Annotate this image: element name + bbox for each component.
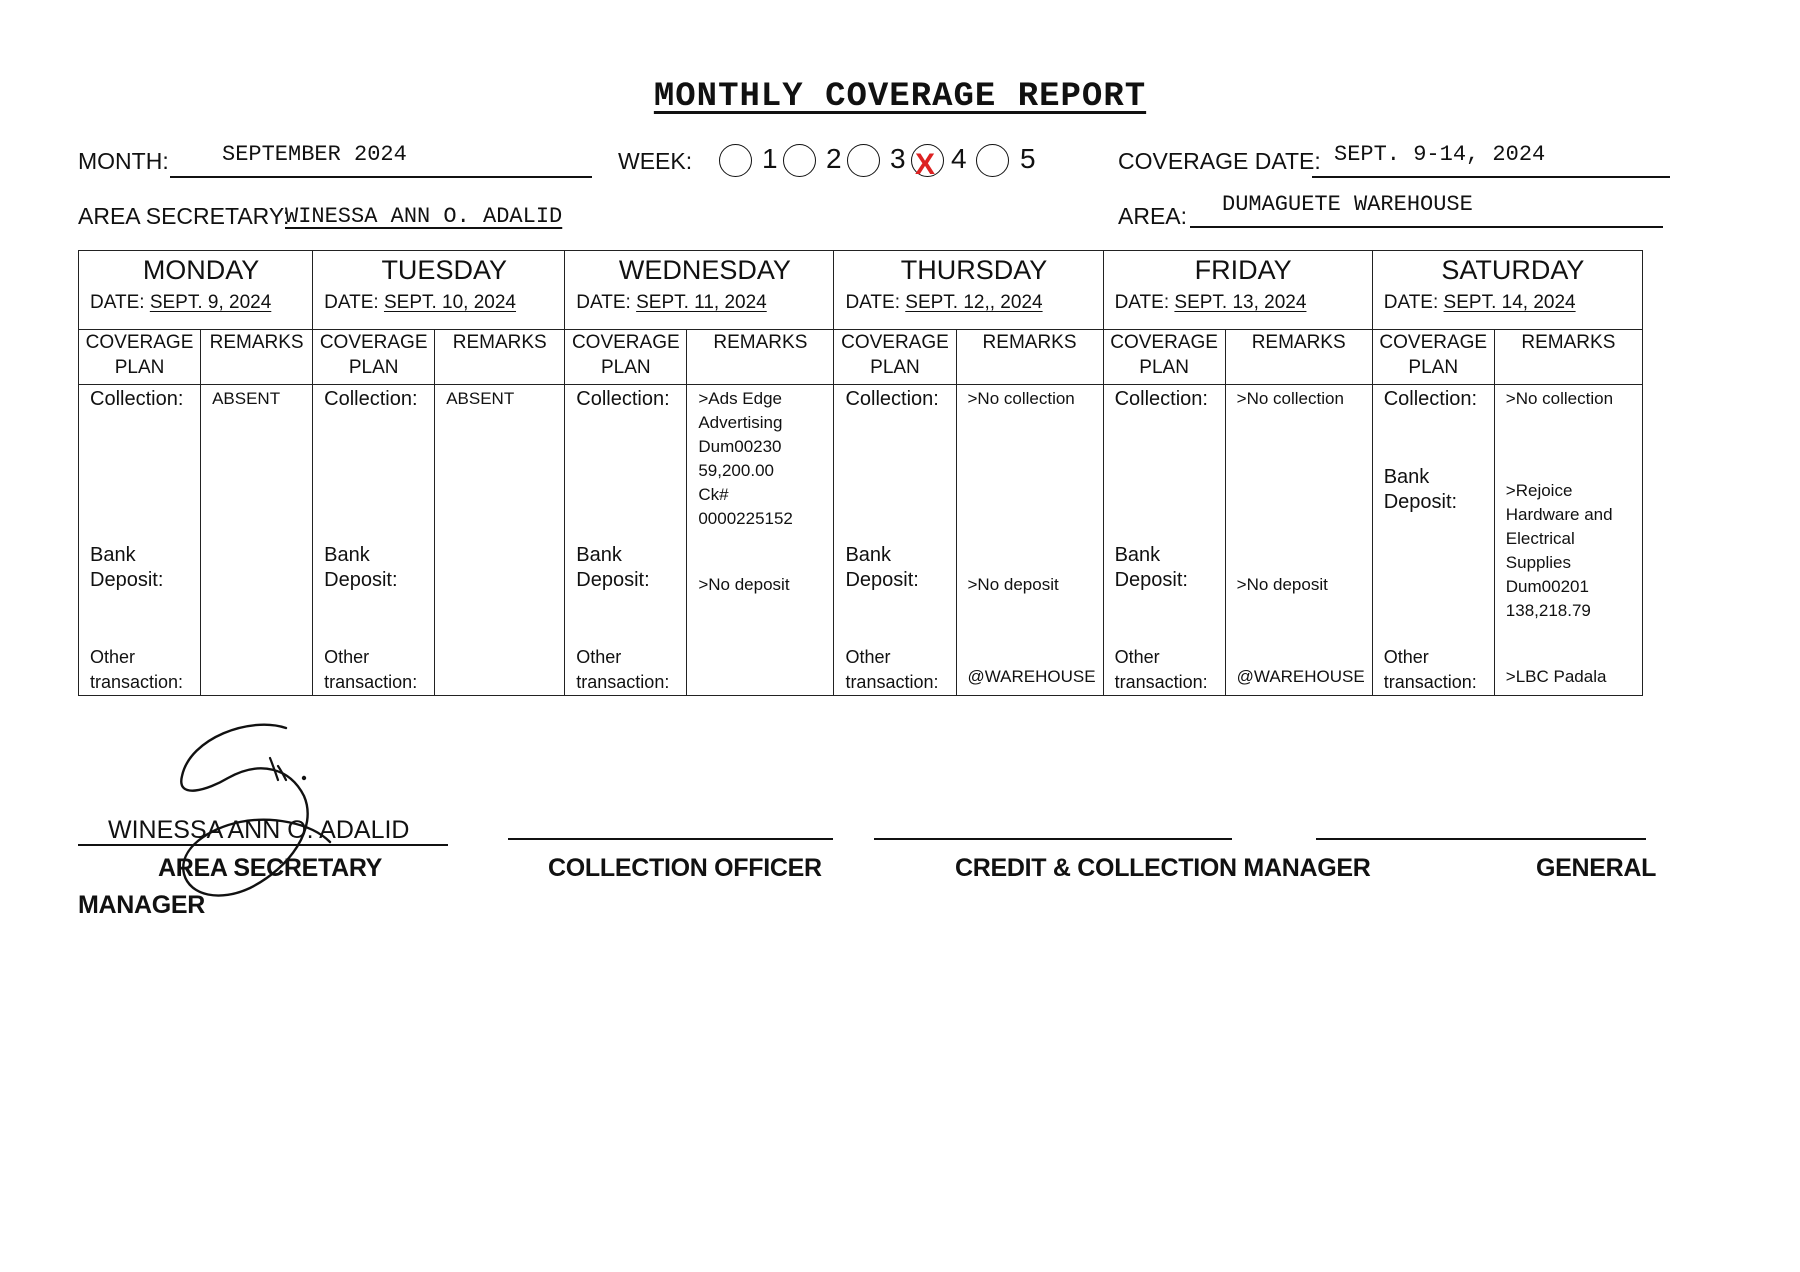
remarks-header: REMARKS: [1225, 330, 1372, 385]
collection-remark: ABSENT: [446, 389, 515, 408]
collection-label: Collection:: [845, 388, 939, 410]
remarks-cell-tuesday: [435, 385, 565, 696]
date-value: SEPT. 14, 2024: [1443, 292, 1576, 313]
area-secretary-label: AREA SECRETARY:: [78, 203, 290, 229]
general-manager-signature-line[interactable]: [1316, 838, 1646, 840]
date-value: SEPT. 12,, 2024: [905, 292, 1043, 313]
coverage-date-value: SEPT. 9-14, 2024: [1334, 142, 1546, 167]
other-transaction-label: Other transaction:: [1383, 647, 1477, 692]
bank-deposit-label: Bank Deposit:: [576, 544, 650, 591]
coverage-plan-header: COVERAGE PLAN: [1372, 330, 1494, 385]
week-5-radio[interactable]: [976, 144, 1009, 177]
coverage-plan-cell-monday: [79, 385, 201, 696]
remarks-header: REMARKS: [201, 330, 313, 385]
area-value: DUMAGUETE WAREHOUSE: [1222, 192, 1473, 217]
week-1-label: 1: [762, 143, 778, 174]
day-name: SATURDAY: [1441, 255, 1585, 285]
day-date: [90, 292, 312, 314]
day-header-thursday: [834, 251, 1103, 330]
remarks-header: REMARKS: [687, 330, 834, 385]
day-header-tuesday: [313, 251, 565, 330]
date-label: DATE:: [576, 292, 631, 313]
coverage-plan-cell-wednesday: [565, 385, 687, 696]
bank-remark: >No deposit: [967, 575, 1059, 594]
collection-remark: >No collection: [967, 389, 1075, 408]
week-2-label: 2: [826, 143, 842, 174]
day-date: [1115, 292, 1372, 314]
other-remark: @WAREHOUSE: [967, 667, 1096, 686]
coverage-plan-cell-tuesday: [313, 385, 435, 696]
day-date: [845, 292, 1102, 314]
area-label: AREA:: [1118, 203, 1188, 229]
remarks-cell-wednesday: [687, 385, 834, 696]
remarks-cell-saturday: [1494, 385, 1642, 696]
other-remark: >LBC Padala: [1505, 667, 1607, 686]
day-header-wednesday: [565, 251, 834, 330]
day-name: MONDAY: [142, 255, 260, 285]
bank-deposit-label: Bank Deposit:: [845, 544, 919, 591]
bank-remark: >No deposit: [1236, 575, 1328, 594]
week-4-check-mark: X: [915, 148, 936, 181]
day-date: [324, 292, 564, 314]
collection-label: Collection:: [324, 388, 418, 410]
day-header-monday: [79, 251, 313, 330]
area-secretary-field[interactable]: [275, 200, 607, 228]
day-date: [1384, 292, 1642, 314]
week-4-label: 4: [951, 143, 967, 174]
date-label: DATE:: [324, 292, 379, 313]
month-label: MONTH:: [78, 148, 169, 174]
week-3-label: 3: [890, 143, 906, 174]
coverage-plan-cell-thursday: [834, 385, 956, 696]
bank-deposit-label: Bank Deposit:: [324, 544, 398, 591]
collection-remark: >Ads Edge Advertising Dum00230 59,200.00 Ck# 0000225152: [698, 389, 793, 528]
report-title: MONTHLY COVERAGE REPORT: [653, 78, 1147, 116]
collection-label: Collection:: [1383, 388, 1478, 410]
bank-remark: >Rejoice Hardware and Electrical Supplies Dum00201 138,218.79: [1505, 481, 1613, 620]
area-secretary-signature-line[interactable]: [78, 844, 448, 846]
day-header-saturday: [1372, 251, 1642, 330]
area-secretary-value: WINESSA ANN O. ADALID: [285, 204, 563, 229]
bank-deposit-label: Bank Deposit:: [1114, 544, 1188, 591]
coverage-plan-header: COVERAGE PLAN: [79, 330, 201, 385]
credit-manager-signature-line[interactable]: [874, 838, 1232, 840]
month-value: SEPTEMBER 2024: [222, 142, 407, 167]
coverage-date-field[interactable]: [1312, 142, 1670, 178]
collection-remark: ABSENT: [212, 389, 281, 408]
collection-remark: >No collection: [1236, 389, 1344, 408]
date-label: DATE:: [90, 292, 145, 313]
coverage-date-label: COVERAGE DATE:: [1118, 148, 1321, 174]
remarks-cell-friday: [1225, 385, 1372, 696]
column-header-row: [79, 330, 1643, 385]
date-value: SEPT. 9, 2024: [149, 292, 272, 313]
day-name: WEDNESDAY: [618, 255, 791, 285]
coverage-plan-header: COVERAGE PLAN: [565, 330, 687, 385]
coverage-table: [78, 250, 1643, 696]
remarks-header: REMARKS: [956, 330, 1103, 385]
collection-label: Collection:: [1114, 388, 1208, 410]
coverage-plan-header: COVERAGE PLAN: [834, 330, 956, 385]
remarks-header: REMARKS: [435, 330, 565, 385]
other-transaction-label: Other transaction:: [324, 647, 418, 692]
date-label: DATE:: [845, 292, 900, 313]
collection-remark: >No collection: [1505, 389, 1614, 408]
other-transaction-label: Other transaction:: [576, 647, 670, 692]
date-value: SEPT. 13, 2024: [1174, 292, 1307, 313]
day-date: [576, 292, 833, 314]
day-header-friday: [1103, 251, 1372, 330]
collection-officer-signature-line[interactable]: [508, 838, 833, 840]
collection-label: Collection:: [576, 388, 670, 410]
coverage-plan-header: COVERAGE PLAN: [1103, 330, 1225, 385]
day-header-row: [79, 251, 1643, 330]
date-label: DATE:: [1383, 292, 1439, 313]
body-row: [79, 385, 1643, 696]
coverage-plan-header: COVERAGE PLAN: [313, 330, 435, 385]
bank-deposit-label: Bank Deposit:: [90, 544, 164, 591]
bank-remark: >No deposit: [698, 575, 790, 594]
remarks-cell-thursday: [956, 385, 1103, 696]
other-transaction-label: Other transaction:: [845, 647, 939, 692]
area-field[interactable]: [1190, 192, 1663, 228]
remarks-cell-monday: [201, 385, 313, 696]
week-5-label: 5: [1020, 143, 1036, 174]
week-label: WEEK:: [618, 148, 693, 174]
other-transaction-label: Other transaction:: [90, 647, 184, 692]
day-name: TUESDAY: [381, 255, 507, 285]
other-transaction-label: Other transaction:: [1114, 647, 1208, 692]
week-2-radio[interactable]: [783, 144, 816, 177]
collection-officer-title: COLLECTION OFFICER: [548, 854, 822, 882]
day-name: FRIDAY: [1194, 255, 1292, 285]
credit-manager-title: CREDIT & COLLECTION MANAGER: [955, 854, 1371, 882]
other-remark: @WAREHOUSE: [1236, 667, 1365, 686]
date-value: SEPT. 10, 2024: [383, 292, 517, 313]
area-secretary-title: AREA SECRETARY: [158, 854, 383, 882]
manager-title: MANAGER: [78, 891, 206, 919]
remarks-header: REMARKS: [1494, 330, 1642, 385]
date-value: SEPT. 11, 2024: [636, 292, 767, 313]
week-1-radio[interactable]: [719, 144, 752, 177]
day-name: THURSDAY: [900, 255, 1048, 285]
area-secretary-signature-name: WINESSA ANN O. ADALID: [108, 816, 410, 844]
month-field[interactable]: [170, 142, 592, 178]
date-label: DATE:: [1114, 292, 1170, 313]
collection-label: Collection:: [90, 388, 184, 410]
week-3-radio[interactable]: [847, 144, 880, 177]
coverage-plan-cell-friday: [1103, 385, 1225, 696]
bank-deposit-label: Bank Deposit:: [1383, 466, 1458, 513]
coverage-plan-cell-saturday: [1372, 385, 1494, 696]
general-title: GENERAL: [1536, 854, 1657, 882]
